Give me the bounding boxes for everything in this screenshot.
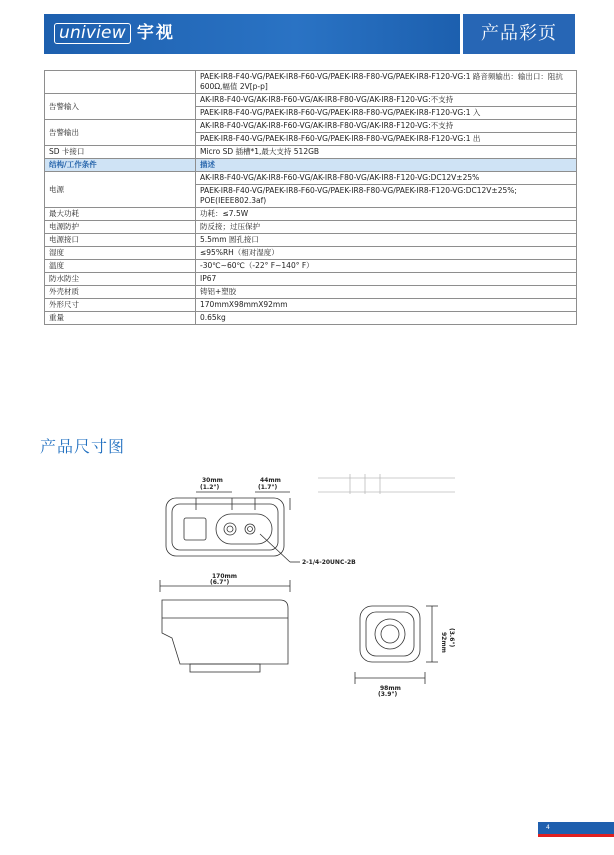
spec-value-line: -30℃~60℃（-22° F~140° F） — [200, 261, 314, 270]
spec-label: 外形尺寸 — [45, 299, 196, 312]
spec-value-line: Micro SD 插槽*1,最大支持 512GB — [200, 147, 320, 156]
spec-value — [196, 71, 577, 94]
dim-top-2-inch: (1.7") — [258, 484, 278, 491]
section-title: 产品尺寸图 — [40, 437, 126, 456]
spec-value-line: PAEK-IR8-F40-VG/PAEK-IR8-F60-VG/PAEK-IR8-F80-VG/PAEK-IR8-F120-VG:1 路音频输出：输出口：阻抗 600Ω,幅值 2V[p-p] — [200, 72, 563, 91]
spec-row — [45, 221, 577, 234]
spec-value-line: 5.5mm 圆孔接口 — [200, 235, 259, 244]
spec-value-line: ≤95%RH（相对湿度） — [200, 248, 279, 257]
dim-length-inch: (6.7") — [210, 579, 230, 586]
spec-row — [45, 286, 577, 299]
spec-value-line: 描述 — [200, 160, 215, 169]
spec-value-line: 0.65kg — [200, 313, 226, 322]
spec-label: 最大功耗 — [45, 208, 196, 221]
spec-value-line: 防反接；过压保护 — [200, 222, 260, 231]
spec-label — [45, 71, 196, 94]
spec-value — [196, 299, 577, 312]
spec-value — [196, 94, 577, 120]
dim-height-label: 92mm — [440, 632, 447, 653]
spec-value — [196, 146, 577, 159]
spec-label: 告警输出 — [45, 120, 196, 146]
thread-label: 2-1/4-20UNC-2B — [302, 559, 356, 566]
spec-value-line: AK-IR8-F40-VG/AK-IR8-F60-VG/AK-IR8-F80-VG/AK-IR8-F120-VG:不支持 — [200, 95, 454, 104]
spec-label: 防水防尘 — [45, 273, 196, 286]
spec-section-row — [45, 159, 577, 172]
spec-label: 温度 — [45, 260, 196, 273]
spec-label: 电源接口 — [45, 234, 196, 247]
page-number: 4 — [538, 822, 614, 834]
logo-wordmark: uniview — [54, 23, 131, 44]
dim-width-label: 98mm — [380, 685, 401, 692]
spec-table-body — [45, 71, 577, 325]
spec-row — [45, 208, 577, 221]
dim-height-inch: (3.6") — [448, 628, 455, 648]
spec-value-line: IP67 — [200, 274, 217, 283]
spec-label: 电源防护 — [45, 221, 196, 234]
dimension-drawing — [150, 468, 470, 698]
spec-value — [196, 120, 577, 146]
spec-value — [196, 286, 577, 299]
spec-value-line: 170mmX98mmX92mm — [200, 300, 288, 309]
spec-label: 电源 — [45, 172, 196, 208]
spec-value-line: AK-IR8-F40-VG/AK-IR8-F60-VG/AK-IR8-F80-VG/AK-IR8-F120-VG:DC12V±25% — [200, 173, 480, 182]
spec-value — [196, 172, 577, 208]
spec-value — [196, 247, 577, 260]
spec-row — [45, 260, 577, 273]
spec-row — [45, 273, 577, 286]
spec-value — [196, 273, 577, 286]
spec-value-line: PAEK-IR8-F40-VG/PAEK-IR8-F60-VG/PAEK-IR8-F80-VG/PAEK-IR8-F120-VG:1 出 — [196, 132, 576, 144]
spec-label: 湿度 — [45, 247, 196, 260]
brand-logo — [54, 22, 175, 44]
dim-width-inch: (3.9") — [378, 691, 398, 698]
spec-label: SD 卡接口 — [45, 146, 196, 159]
spec-value-line: 铸铝+塑胶 — [200, 287, 237, 296]
spec-value-line: PAEK-IR8-F40-VG/PAEK-IR8-F60-VG/PAEK-IR8-F80-VG/PAEK-IR8-F120-VG:1 入 — [196, 106, 576, 118]
spec-row — [45, 71, 577, 94]
dim-top-1-label: 30mm — [202, 477, 223, 484]
dim-length-label: 170mm — [212, 573, 238, 580]
spec-value — [196, 260, 577, 273]
spec-value-line: AK-IR8-F40-VG/AK-IR8-F60-VG/AK-IR8-F80-VG/AK-IR8-F120-VG:不支持 — [200, 121, 454, 130]
header-tab-title: 产品彩页 — [460, 14, 575, 54]
spec-value-line: 功耗：≤7.5W — [200, 209, 249, 218]
spec-row — [45, 299, 577, 312]
dim-top-2-label: 44mm — [260, 477, 281, 484]
spec-value — [196, 221, 577, 234]
spec-label: 外壳材质 — [45, 286, 196, 299]
spec-value — [196, 159, 577, 172]
spec-label: 告警输入 — [45, 94, 196, 120]
spec-value — [196, 234, 577, 247]
spec-table — [44, 70, 577, 325]
spec-row — [45, 146, 577, 159]
logo-chinese: 宇视 — [136, 23, 175, 43]
spec-row — [45, 94, 577, 120]
spec-row — [45, 120, 577, 146]
dim-top-1-inch: (1.2") — [200, 484, 220, 491]
spec-row — [45, 312, 577, 325]
spec-value-line: PAEK-IR8-F40-VG/PAEK-IR8-F60-VG/PAEK-IR8-F80-VG/PAEK-IR8-F120-VG:DC12V±25%; POE(IEEE802.3af) — [196, 184, 576, 206]
spec-row — [45, 247, 577, 260]
spec-value — [196, 312, 577, 325]
page-number-accent — [538, 834, 614, 837]
page-header — [0, 0, 614, 54]
spec-label: 结构/工作条件 — [45, 159, 196, 172]
spec-row — [45, 234, 577, 247]
spec-row — [45, 172, 577, 208]
spec-value — [196, 208, 577, 221]
spec-label: 重量 — [45, 312, 196, 325]
